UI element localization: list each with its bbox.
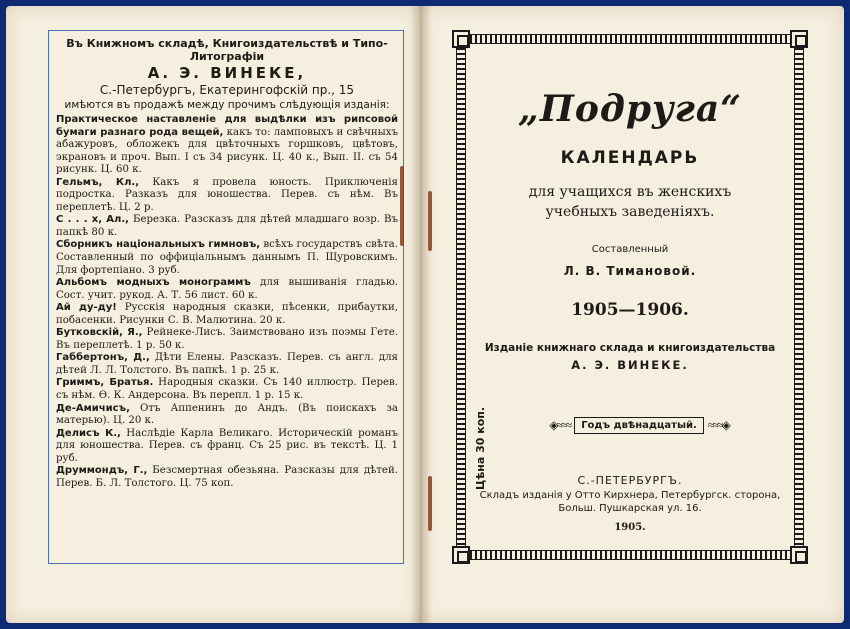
book-entry: [56, 177, 398, 215]
calendar-label: КАЛЕНДАРЬ: [560, 148, 700, 168]
book-entry-title: Ай ду-ду!: [56, 302, 117, 314]
right-page: [420, 6, 844, 623]
left-page: [6, 6, 420, 623]
book-entry-text: Дѣти Елены. Разсказъ. Перев. съ англ. для дѣтей Л. Л. Толстого. Въ папкѣ. 1 р. 25 к.: [56, 352, 398, 376]
book-entry-title: Гриммъ, Братья.: [56, 377, 154, 389]
book-entry: [56, 352, 398, 377]
scroll-ornament-icon: ◈≈≈≈: [549, 418, 571, 432]
book-entry: [56, 403, 398, 428]
book-entry-title: Габбертонъ, Д.,: [56, 352, 150, 364]
book-entry-text: какъ то: ламповыхъ и свѣчныхъ абажуровъ, обложекъ для цвѣточныхъ горшковъ, цвѣтовъ, экрановъ и проч. Вып. I съ 34 рисунк. Ц. 40 к., Вып. II. съ 54 рисунк. Ц. 60 к.: [56, 126, 398, 176]
edition-banner: [544, 414, 734, 436]
publisher-name: А. Э. ВИНЕКЕ.: [571, 358, 689, 372]
price: Цѣна 30 коп.: [474, 406, 487, 490]
book-entry-text: Рейнеке-Лисъ. Заимствовано изъ поэмы Гете. Въ переплетѣ. 1 р. 50 к.: [56, 327, 399, 351]
book-entry-text: всѣхъ государствъ свѣта. Составленный по оффиціальнымъ даннымъ П. Щуровскимъ. Для фортепіано. 3 руб.: [56, 239, 398, 276]
book-entry: [56, 465, 398, 490]
firm-name: А. Э. ВИНЕКЕ,: [147, 64, 307, 82]
book-entry-title: Альбомъ модныхъ монограммъ: [56, 277, 251, 289]
book-entry-text: Наслѣдіе Карла Великаго. Историческій романъ для юношества. Перев. съ франц. Съ 25 рис. въ текстѣ. Ц. 1 руб.: [56, 427, 398, 464]
book-entry: [56, 214, 398, 239]
book-spread: [6, 6, 844, 623]
book-entry-title: Де-Амичисъ,: [56, 402, 130, 414]
border-bottom: [470, 550, 790, 560]
book-list: [56, 114, 398, 490]
scroll-ornament-icon: ≈≈≈◈: [707, 418, 729, 432]
book-entry-title: Бутковскій, Я.,: [56, 327, 143, 339]
book-entry: [56, 428, 398, 466]
book-entry-title: Сборникъ національныхъ гимновъ,: [56, 239, 261, 251]
warehouse-address: Складъ изданія у Отто Кирхнера, Петербургск. сторона, Больш. Пушкарская ул. 16.: [479, 490, 781, 514]
book-entry-text: Березка. Разсказъ для дѣтей младшаго возр. Въ папкѣ 80 к.: [56, 214, 398, 238]
book-entry: [56, 302, 398, 327]
corner-ornament: [790, 546, 808, 564]
ad-intro: имѣются въ продажѣ между прочимъ слѣдующія изданія:: [64, 99, 390, 111]
title-page-frame: [452, 30, 808, 564]
book-entry-text: Отъ Аппенинъ до Андъ. (Въ поискахъ за матерью). Ц. 20 к.: [56, 402, 398, 427]
book-entry-title: Друммондъ, Г.,: [56, 465, 148, 477]
book-entry-title: Практическое наставленіе для выдѣлки изъ рипсовой бумаги разнаго рода вещей,: [56, 114, 398, 138]
print-year: 1905.: [614, 522, 646, 533]
book-entry-text: Русскія народныя сказки, пѣсенки, прибаутки, побасенки. Рисунки С. В. Малютина. 20 к.: [56, 302, 398, 326]
corner-ornament: [452, 546, 470, 564]
corner-ornament: [452, 30, 470, 48]
advertisement-frame: [48, 30, 404, 564]
ad-header: Въ Книжномъ складѣ, Книгоиздательствѣ и Типо-Литографіи: [66, 37, 388, 63]
book-entry-text: Народныя сказки. Съ 140 иллюстр. Перев. съ нѣм. Ѳ. К. Андерсона. Въ перепл. 1 р. 15 к.: [56, 377, 399, 402]
calendar-subtitle: для учащихся въ женскихъ учебныхъ заведеніяхъ.: [528, 184, 732, 220]
border-top: [470, 34, 790, 44]
calendar-title: „Подруга“: [518, 88, 742, 130]
rust-stain: [400, 166, 404, 246]
book-entry: [56, 377, 398, 402]
calendar-years: 1905—1906.: [571, 300, 689, 320]
corner-ornament: [790, 30, 808, 48]
book-entry-text: для вышиванія гладью. Сост. учит. рукод. А. Т. 56 лист. 60 к.: [56, 277, 398, 301]
book-entry-text: Безсмертная обезьяна. Разсказы для дѣтей. Перев. Б. Л. Толстого. Ц. 75 коп.: [56, 465, 398, 489]
book-entry: [56, 239, 398, 277]
firm-address: С.-Петербургъ, Екатерингофскій пр., 15: [99, 83, 355, 97]
publisher-line: Изданіе книжнаго склада и книгоиздательства: [484, 342, 776, 354]
book-entry: [56, 114, 398, 177]
city: С.-ПЕТЕРБУРГЪ.: [577, 474, 683, 487]
book-entry: [56, 327, 398, 352]
book-entry-title: Делисъ К.,: [56, 427, 121, 439]
edition-label: Годъ двѣнадцатый.: [574, 417, 704, 434]
compiled-by: Составленный: [591, 244, 669, 255]
book-gutter: [410, 6, 432, 623]
book-entry-title: Гельмъ, Кл.,: [56, 176, 140, 188]
book-entry-text: Какъ я провела юность. Приключенія подростка. Разказъ для юношества. Перев. съ нѣм. Въ переплетѣ. Ц. 2 р.: [56, 176, 398, 213]
book-entry: [56, 277, 398, 302]
author: Л. В. Тимановой.: [563, 264, 697, 278]
book-entry-title: С . . . х, Ал.,: [56, 214, 129, 226]
